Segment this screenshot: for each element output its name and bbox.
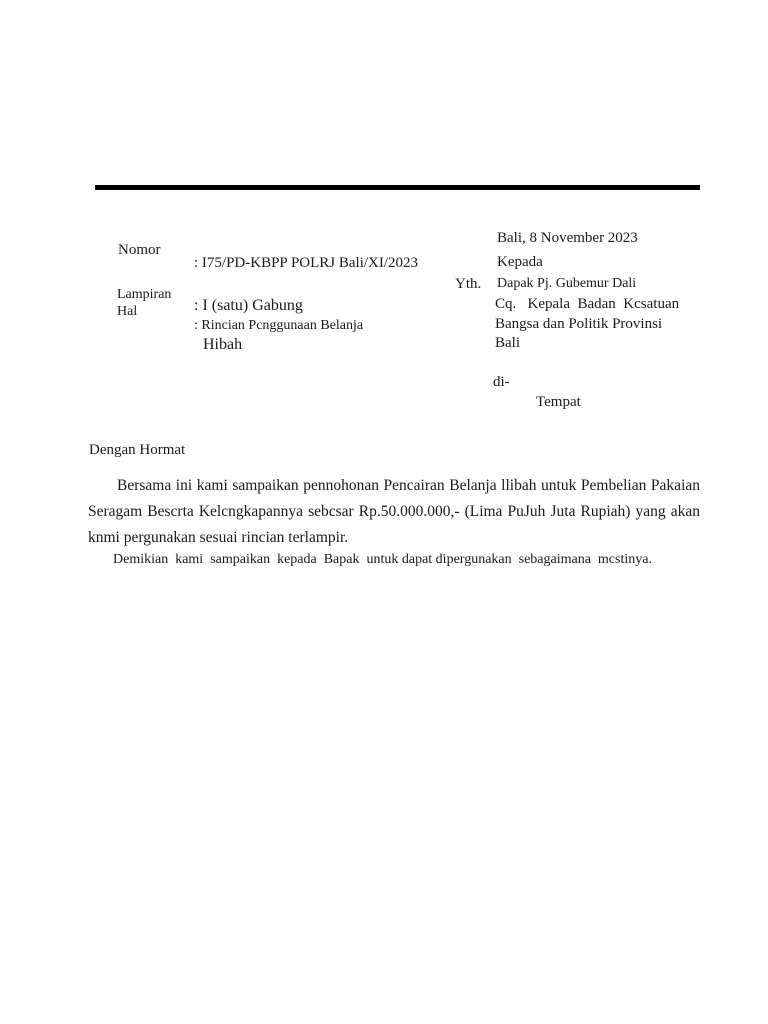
lampiran-value: : I (satu) Gabung	[194, 297, 303, 314]
closing-sentence: Demikian kami sampaikan kepada Bapak untuk dapat dipergunakan sebagaimana mcstinya.	[113, 552, 652, 567]
hal-value-line2: Hibah	[203, 336, 243, 353]
hal-value-line1: : Rincian Pcnggunaan Belanja	[194, 318, 364, 333]
lampiran-label: Lampiran	[117, 287, 172, 302]
yth-label: Yth.	[455, 276, 482, 292]
recipient-cq-line3: Bali	[495, 335, 520, 351]
letter-date: Bali, 8 November 2023	[497, 230, 638, 246]
recipient-cq-line2: Bangsa dan Politik Provinsi	[495, 316, 663, 332]
di-label: di-	[493, 374, 510, 390]
hal-label: Hal	[117, 304, 138, 319]
header-divider	[95, 185, 700, 190]
recipient-cq-line1: Cq. Kepala Badan Kcsatuan	[495, 296, 680, 312]
kepada-label: Kepada	[497, 254, 543, 270]
nomor-value: : I75/PD-KBPP POLRJ Bali/XI/2023	[194, 255, 419, 271]
recipient-name: Dapak Pj. Gubemur Dali	[497, 276, 637, 291]
greeting: Dengan Hormat	[89, 442, 186, 458]
nomor-label: Nomor	[118, 242, 161, 258]
body-paragraph: Bersama ini kami sampaikan pennohonan Pencairan Belanja llibah untuk Pembelian Pakaian Seragam Bescrta Kelcngkapannya sebcsar Rp.50.000.000,- (Lima PuJuh Juta Rupiah) yang akan knmi pergunakan sesuai rincian terlampir.	[88, 477, 700, 546]
tempat-label: Tempat	[536, 394, 581, 410]
